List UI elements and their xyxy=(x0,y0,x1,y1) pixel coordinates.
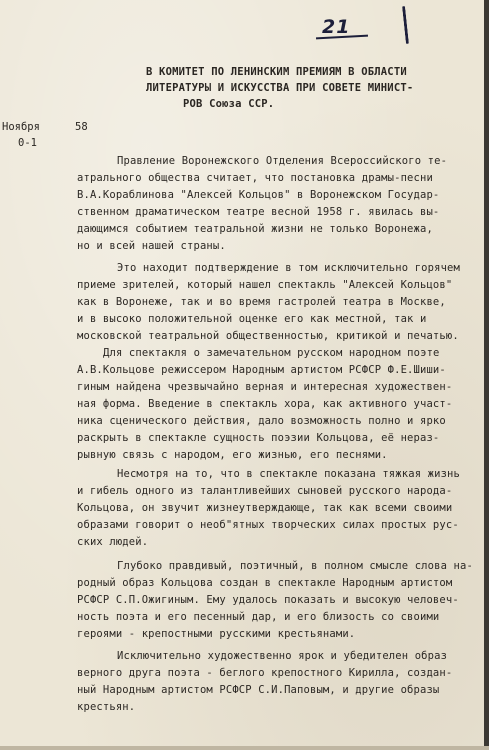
body-line: образами говорит о необ"ятных творческих силах простых рус- xyxy=(77,519,459,531)
body-line: рывную связь с народом, его жизнью, его песнями. xyxy=(77,449,388,461)
page-edge-shadow xyxy=(484,0,489,750)
body-line: ный Народным артистом РСФСР С.И.Паповым, и другие образы xyxy=(77,684,440,696)
body-line: родный образ Кольцова создан в спектакле Народным артистом xyxy=(77,577,453,589)
body-line: приеме зрителей, который нашел спектакль "Алексей Кольцов" xyxy=(77,279,453,291)
body-line: как в Воронеже, так и во время гастролей театра в Москве, xyxy=(77,296,446,308)
body-line: А.В.Кольцове режиссером Народным артистом РСФСР Ф.Е.Шиши- xyxy=(77,364,446,376)
handwritten-archive-number: 21 xyxy=(322,16,351,38)
body-line: Это находит подтверждение в том исключительно горячем xyxy=(117,262,460,274)
body-line: гиным найдена чрезвычайно верная и интересная художествен- xyxy=(77,381,453,393)
body-line: Для спектакля о замечательном русском народном поэте xyxy=(103,347,440,359)
body-line: ная форма. Введение в спектакль хора, как активного участ- xyxy=(77,398,453,410)
body-line: дающимся событием театральной жизни не только Воронежа, xyxy=(77,223,433,235)
body-line: Правление Воронежского Отделения Всероссийского те- xyxy=(117,155,448,167)
body-line: героями - крепостными русскими крестьянами. xyxy=(77,628,356,640)
body-line: верного друга поэта - беглого крепостного Кирилла, создан- xyxy=(77,667,453,679)
body-line: раскрыть в спектакле сущность поэзии Кольцова, её нераз- xyxy=(77,432,440,444)
body-line: ность поэта и его песенный дар, и его близость со своими xyxy=(77,611,440,623)
handwritten-mark xyxy=(402,6,409,44)
body-line: Кольцова, он звучит жизнеутверждающе, так как всеми своими xyxy=(77,502,453,514)
body-line: атрального общества считает, что постановка драмы-песни xyxy=(77,172,433,184)
body-line: Глубоко правдивый, поэтичный, в полном смысле слова на- xyxy=(117,560,473,572)
body-line: РСФСР С.П.Ожигиным. Ему удалось показать и высокую человеч- xyxy=(77,594,459,606)
date-month: Ноября xyxy=(2,121,40,133)
body-line: крестьян. xyxy=(77,701,136,713)
body-line: В.А.Кораблинова "Алексей Кольцов" в Воронежском Государ- xyxy=(77,189,440,201)
body-line: ских людей. xyxy=(77,536,149,548)
date-day: 0-1 xyxy=(18,137,37,149)
body-line: Несмотря на то, что в спектакле показана тяжкая жизнь xyxy=(117,468,460,480)
body-line: московской театральной общественностью, критикой и печатью. xyxy=(77,330,459,342)
addressee-line-3: РОВ Союза ССР. xyxy=(183,98,275,110)
body-line: Исключительно художественно ярок и убедителен образ xyxy=(117,650,448,662)
body-line: но и всей нашей страны. xyxy=(77,240,226,252)
body-line: ника сценического действия, дало возможность полно и ярко xyxy=(77,415,446,427)
body-line: и гибель одного из талантливейших сыновей русского народа- xyxy=(77,485,453,497)
body-line: и в высоко положительной оценке его как местной, так и xyxy=(77,313,427,325)
date-year: 58 xyxy=(75,121,88,133)
addressee-line-2: ЛИТЕРАТУРЫ И ИСКУССТВА ПРИ СОВЕТЕ МИНИСТ- xyxy=(146,82,414,94)
page-bottom-edge xyxy=(0,746,489,750)
addressee-line-1: В КОМИТЕТ ПО ЛЕНИНСКИМ ПРЕМИЯМ В ОБЛАСТИ xyxy=(146,66,407,78)
body-line: ственном драматическом театре весной 1958 г. явилась вы- xyxy=(77,206,440,218)
